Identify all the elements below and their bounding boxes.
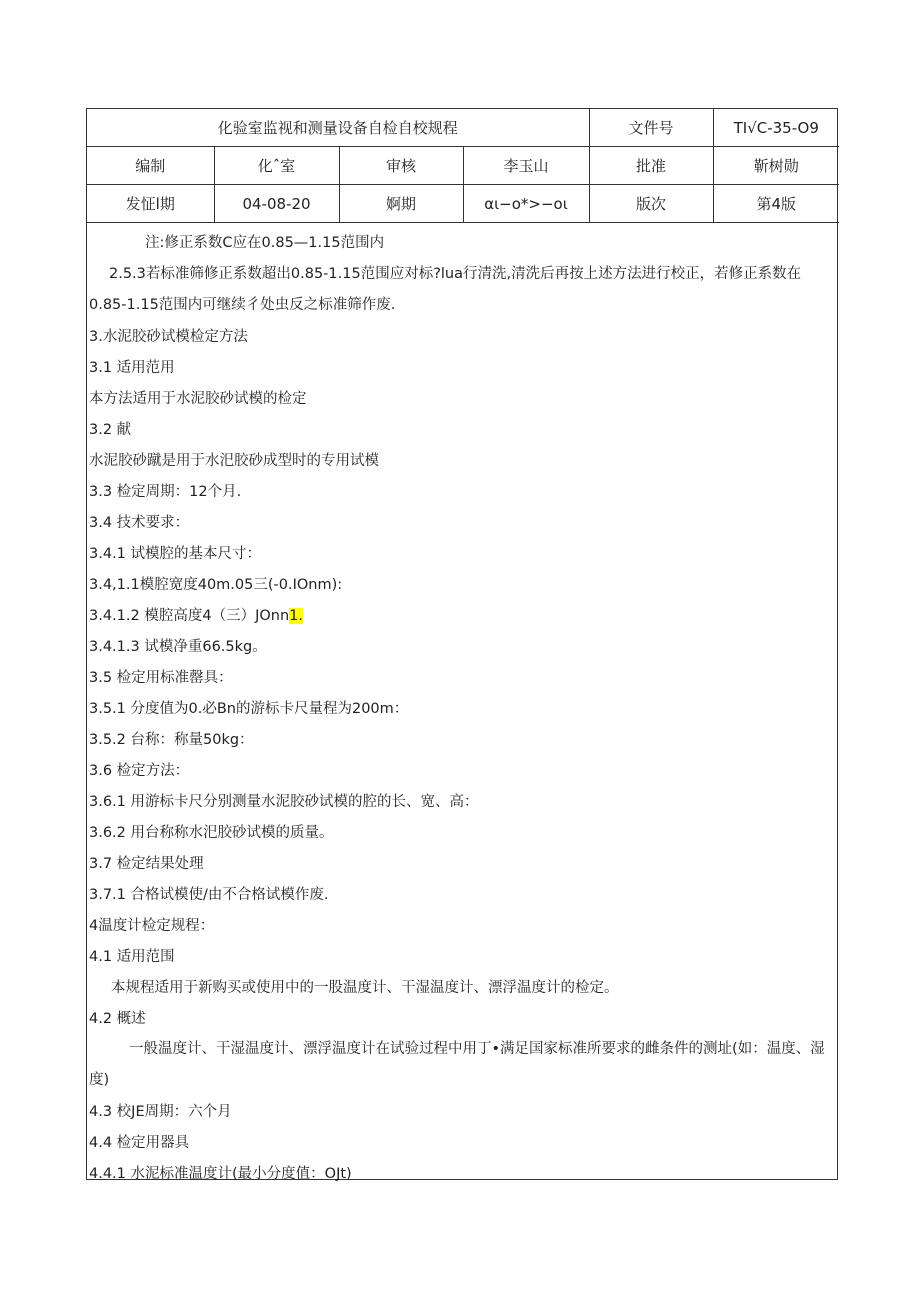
edit-value: 化ˆ室 — [214, 147, 339, 185]
issue-label: 发怔l期 — [87, 185, 214, 223]
exec-label: 婀期 — [339, 185, 463, 223]
subsection-heading: 3.4.1 试模腔的基本尺寸： — [89, 546, 262, 562]
body-line: 本方法适用于水泥胶砂试模的检定 — [89, 391, 307, 407]
subsection-heading: 4.1 适用范围 — [89, 949, 175, 965]
subsection-heading: 3.6 检定方法： — [89, 763, 190, 779]
version-label: 版次 — [589, 185, 713, 223]
note-line: 注:修正系数C应在0.85—1.15范围内 — [145, 235, 385, 251]
subsection-heading: 4.2 概述 — [89, 1011, 146, 1027]
body-line: 3.6.1 用游标卡尺分别测量水泥胶砂试模的腔的长、宽、高： — [89, 794, 479, 810]
review-value: 李玉山 — [463, 147, 589, 185]
header-row-authors — [87, 147, 839, 185]
body-line: 本规程适用于新购买或使用中的一股温度计、干湿温度计、漂浮温度计的检定。 — [111, 980, 619, 996]
body-line: 3.6.2 用台称称水汜胶砂试模的质量。 — [89, 825, 334, 841]
paragraph-4-2: 一般温度计、干湿温度计、漂浮温度计在试验过程中用丁•满足国家标准所要求的雌条件的测址(如：温度、湿度) — [89, 1041, 825, 1088]
subsection-heading: 4.4 检定用器具 — [89, 1135, 190, 1151]
review-label: 审核 — [339, 147, 463, 185]
approve-value: 靳树勋 — [713, 147, 839, 185]
body-line — [89, 606, 303, 626]
subsection-heading: 3.4 技术要求： — [89, 515, 190, 531]
approve-label: 批准 — [589, 147, 713, 185]
header-table — [87, 109, 839, 223]
paragraph-2-5-3: 2.5.3若标准筛修正系数超出0.85-1.15范围应对标?lua行清洗,清洗后再按上述方法进行校正，若修正系数在0.85-1.15范围内可继续彳处虫反之标准筛作废. — [89, 266, 802, 313]
body-line: 3.4,1.1模腔宽度40m.05三(-0.IOnm): — [89, 577, 343, 593]
document-frame — [86, 108, 838, 1180]
body-line: 水泥胶砂蹴是用于水汜胶砂成型时的专用试模 — [89, 453, 379, 469]
subsection-heading: 3.7 检定结果处理 — [89, 856, 204, 872]
version-value: 第4版 — [713, 185, 839, 223]
doc-no-label: 文件号 — [589, 109, 713, 147]
subsection-heading: 3.2 献 — [89, 422, 132, 438]
doc-no-value: TI√C-35-O9 — [713, 109, 839, 147]
issue-value: 04-08-20 — [214, 185, 339, 223]
doc-title: 化验室监视和测量设备自检自校规程 — [87, 109, 589, 147]
header-row-dates — [87, 185, 839, 223]
body-line: 3.7.1 合格试模使/由不合格试模作废. — [89, 887, 329, 903]
section-heading: 4温度计检定规程： — [89, 918, 215, 934]
highlighted-text: 1. — [289, 608, 303, 624]
edit-label: 编制 — [87, 147, 214, 185]
body-line: 3.5.1 分度值为0.必Bn的游标卡尺量程为200m： — [89, 701, 409, 717]
body-line: 3.4.1.3 试模净重66.5kg。 — [89, 639, 267, 655]
subsection-heading: 3.5 检定用标准罄具： — [89, 670, 233, 686]
subsection-heading: 3.3 检定周期：12个月. — [89, 484, 242, 500]
body-line: 3.5.2 台称：称量50kg： — [89, 732, 254, 748]
exec-value: αι−ο*>−οι — [463, 185, 589, 223]
body-line-text: 3.4.1.2 模腔高度4（三）JOnn — [89, 608, 290, 624]
body-line: 4.4.1 水泥标准温度计(最小分度值：OJt) — [89, 1166, 352, 1182]
section-heading: 3.水泥胶砂试模检定方法 — [89, 329, 248, 345]
subsection-heading: 4.3 校JE周期：六个月 — [89, 1104, 232, 1120]
subsection-heading: 3.1 适用范用 — [89, 360, 175, 376]
header-row-title — [87, 109, 839, 147]
